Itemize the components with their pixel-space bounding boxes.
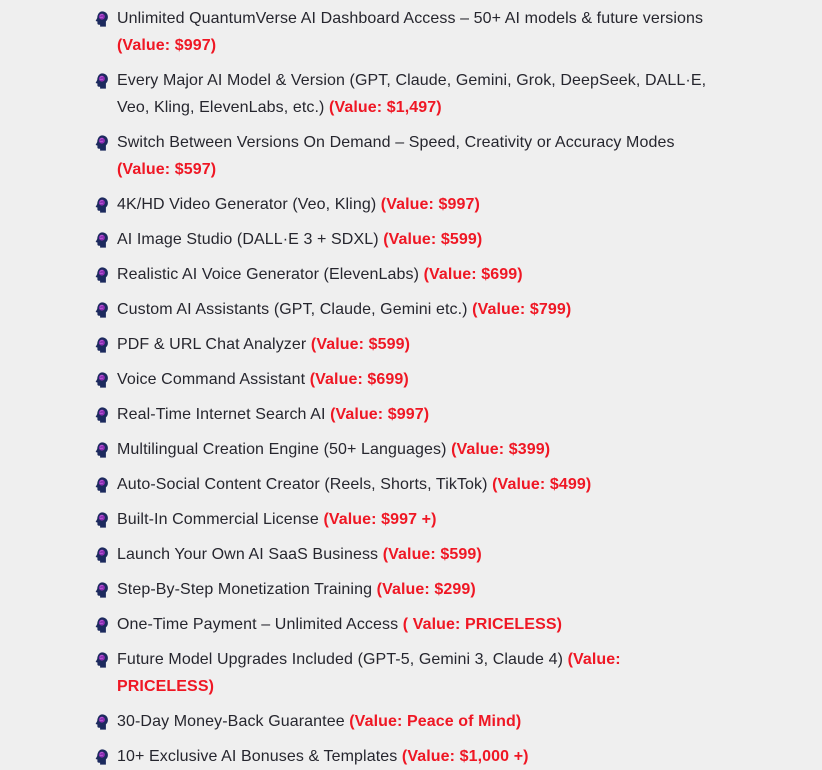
feature-label: 30-Day Money-Back Guarantee <box>117 713 345 730</box>
list-item <box>95 436 720 463</box>
ai-brain-head-icon <box>95 652 108 668</box>
ai-brain-head-icon <box>95 11 108 27</box>
feature-label: PDF & URL Chat Analyzer <box>117 336 307 353</box>
list-item <box>95 296 720 323</box>
feature-text <box>117 129 720 183</box>
ai-brain-head-icon <box>95 197 108 213</box>
list-item <box>95 541 720 568</box>
ai-brain-head-icon <box>95 714 108 730</box>
feature-text <box>117 743 720 770</box>
feature-text <box>117 436 720 463</box>
ai-brain-head-icon <box>95 582 108 598</box>
feature-text <box>117 506 720 533</box>
feature-label: Step-By-Step Monetization Training <box>117 581 373 598</box>
feature-text <box>117 646 720 700</box>
feature-value: (Value: $997 +) <box>323 511 437 528</box>
feature-value: (Value: $799) <box>472 301 572 318</box>
list-item <box>95 471 720 498</box>
feature-label: Voice Command Assistant <box>117 371 306 388</box>
ai-brain-head-icon <box>95 547 108 563</box>
feature-value: (Value: $399) <box>451 441 551 458</box>
feature-label: Launch Your Own AI SaaS Business <box>117 546 379 563</box>
list-item <box>95 261 720 288</box>
feature-text <box>117 366 720 393</box>
feature-text <box>117 226 720 253</box>
list-item <box>95 129 720 183</box>
feature-label: Custom AI Assistants (GPT, Claude, Gemini etc.) <box>117 301 468 318</box>
feature-text <box>117 611 720 638</box>
list-item <box>95 226 720 253</box>
ai-brain-head-icon <box>95 267 108 283</box>
feature-label: 10+ Exclusive AI Bonuses & Templates <box>117 748 398 765</box>
feature-value: (Value: $699) <box>309 371 409 388</box>
feature-text <box>117 708 720 735</box>
ai-brain-head-icon <box>95 477 108 493</box>
ai-brain-head-icon <box>95 337 108 353</box>
feature-text <box>117 191 720 218</box>
list-item <box>95 506 720 533</box>
feature-label: AI Image Studio (DALL·E 3 + SDXL) <box>117 231 379 248</box>
feature-value: (Value: $1,000 +) <box>401 748 529 765</box>
list-item <box>95 743 720 770</box>
ai-brain-head-icon <box>95 73 108 89</box>
feature-text <box>117 471 720 498</box>
feature-text <box>117 296 720 323</box>
list-item <box>95 576 720 603</box>
ai-brain-head-icon <box>95 372 108 388</box>
feature-text <box>117 67 720 121</box>
ai-brain-head-icon <box>95 135 108 151</box>
ai-brain-head-icon <box>95 617 108 633</box>
feature-value: (Value: $1,497) <box>329 99 442 116</box>
feature-label: Unlimited QuantumVerse AI Dashboard Access – 50+ AI models & future versions <box>117 10 704 27</box>
feature-value: (Value: $699) <box>423 266 523 283</box>
feature-value: (Value: $299) <box>376 581 476 598</box>
feature-value: (Value: $599) <box>383 231 483 248</box>
feature-label: Every Major AI Model & Version (GPT, Claude, Gemini, Grok, DeepSeek, DALL·E, Veo, Kling, ElevenLabs, etc.) <box>117 72 707 116</box>
ai-brain-head-icon <box>95 407 108 423</box>
feature-label: Realistic AI Voice Generator (ElevenLabs) <box>117 266 420 283</box>
feature-text <box>117 576 720 603</box>
feature-text <box>117 5 720 59</box>
feature-label: Switch Between Versions On Demand – Speed, Creativity or Accuracy Modes <box>117 134 675 151</box>
list-item <box>95 401 720 428</box>
ai-brain-head-icon <box>95 442 108 458</box>
feature-text <box>117 541 720 568</box>
feature-value: (Value: $997) <box>380 196 480 213</box>
ai-brain-head-icon <box>95 232 108 248</box>
list-item <box>95 646 720 700</box>
list-item <box>95 5 720 59</box>
list-item <box>95 611 720 638</box>
feature-value: (Value: $597) <box>117 161 217 178</box>
list-item <box>95 67 720 121</box>
feature-text <box>117 331 720 358</box>
feature-text <box>117 401 720 428</box>
feature-label: Future Model Upgrades Included (GPT-5, Gemini 3, Claude 4) <box>117 651 564 668</box>
feature-value: (Value: PRICELESS) <box>117 651 621 695</box>
ai-brain-head-icon <box>95 749 108 765</box>
list-item <box>95 708 720 735</box>
feature-label: Multilingual Creation Engine (50+ Languages) <box>117 441 447 458</box>
list-item <box>95 331 720 358</box>
ai-brain-head-icon <box>95 302 108 318</box>
feature-value: (Value: $997) <box>117 37 217 54</box>
feature-label: 4K/HD Video Generator (Veo, Kling) <box>117 196 377 213</box>
feature-value: (Value: Peace of Mind) <box>349 713 522 730</box>
feature-label: Real-Time Internet Search AI <box>117 406 326 423</box>
list-item <box>95 366 720 393</box>
feature-text <box>117 261 720 288</box>
feature-value: ( Value: PRICELESS) <box>402 616 563 633</box>
feature-value: (Value: $599) <box>382 546 482 563</box>
feature-label: Built-In Commercial License <box>117 511 319 528</box>
feature-value: (Value: $997) <box>330 406 430 423</box>
feature-value: (Value: $499) <box>492 476 592 493</box>
feature-label: Auto-Social Content Creator (Reels, Shorts, TikTok) <box>117 476 488 493</box>
ai-brain-head-icon <box>95 512 108 528</box>
feature-value: (Value: $599) <box>310 336 411 353</box>
list-item <box>95 191 720 218</box>
feature-label: One-Time Payment – Unlimited Access <box>117 616 399 633</box>
